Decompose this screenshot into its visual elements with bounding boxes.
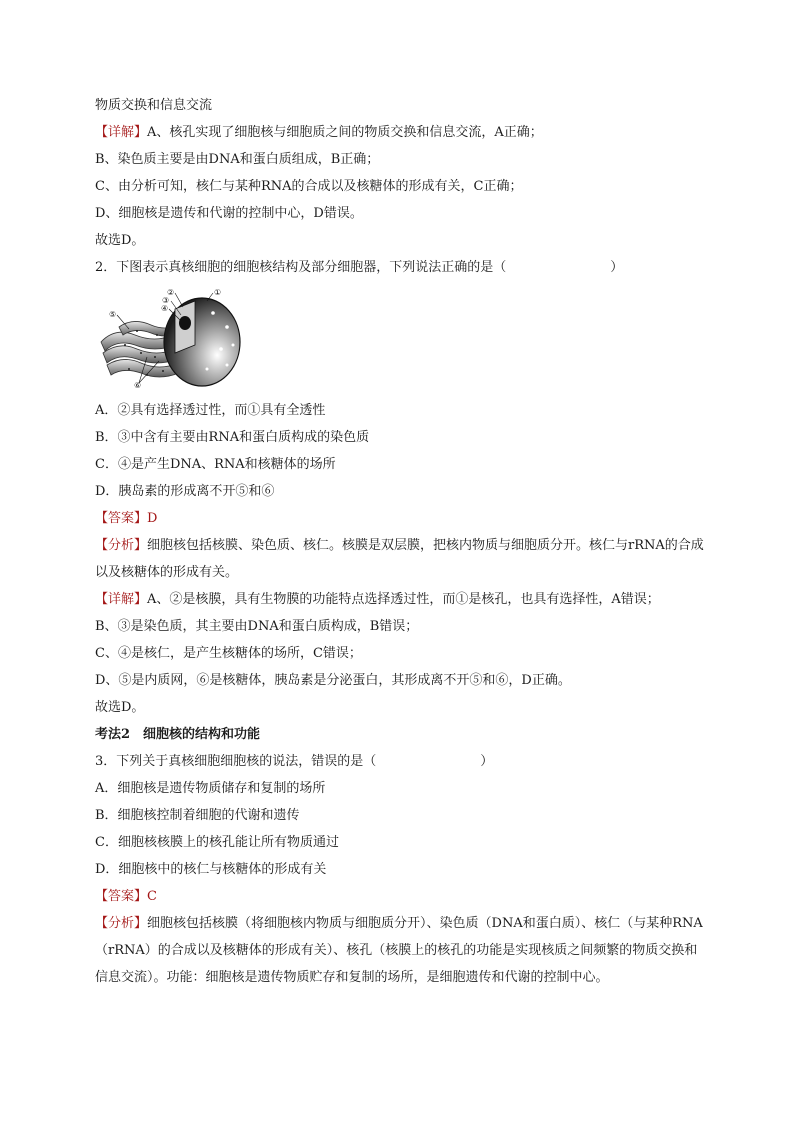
q2-option-b: B．③中含有主要由RNA和蛋白质构成的染色质 xyxy=(95,430,370,445)
label-6: ⑥ xyxy=(134,381,142,389)
q2-option-c: C．④是产生DNA、RNA和核糖体的场所 xyxy=(95,457,336,472)
q2-option-d: D．胰岛素的形成离不开⑤和⑥ xyxy=(95,484,275,499)
label-5: ⑤ xyxy=(109,310,117,319)
q1-detail-d: D、细胞核是遗传和代谢的控制中心，D错误。 xyxy=(95,206,363,221)
q2-detail-d: D、⑤是内质网，⑥是核糖体，胰岛素是分泌蛋白，其形成离不开⑤和⑥，D正确。 xyxy=(95,673,571,688)
label-1: ① xyxy=(214,288,222,297)
q3-answer xyxy=(95,883,705,910)
label-4: ④ xyxy=(161,304,169,313)
section-heading: 考法2 细胞核的结构和功能 xyxy=(95,727,261,742)
q2-detail-c: C、④是核仁，是产生核糖体的场所，C错误； xyxy=(95,646,362,661)
q3-analysis xyxy=(95,910,705,991)
continued-text: 物质交换和信息交流 xyxy=(95,98,213,113)
detail-label: 【详解】 xyxy=(95,125,148,140)
q3-option-c: C．细胞核核膜上的核孔能让所有物质通过 xyxy=(95,835,339,850)
nucleus-figure xyxy=(95,287,705,389)
detail-label: 【详解】 xyxy=(95,592,148,607)
nucleolus xyxy=(179,316,191,330)
q3-option-a: A．细胞核是遗传物质储存和复制的场所 xyxy=(95,781,326,796)
q2-analysis xyxy=(95,532,705,586)
detail-text: A、②是核膜，具有生物膜的功能特点选择透过性，而①是核孔，也具有选择性，A错误； xyxy=(147,592,660,607)
label-3: ③ xyxy=(162,296,170,305)
q1-conclusion: 故选D。 xyxy=(95,233,145,248)
answer-value: C xyxy=(147,889,157,904)
label-2: ② xyxy=(167,288,175,297)
answer-value: D xyxy=(147,511,158,526)
q2-stem: 2．下图表示真核细胞的细胞核结构及部分细胞器，下列说法正确的是（ ） xyxy=(95,260,624,275)
detail-text: A、核孔实现了细胞核与细胞质之间的物质交换和信息交流，A正确； xyxy=(147,125,543,140)
q2-option-a: A．②具有选择透过性，而①具有全透性 xyxy=(95,403,326,418)
nucleus-diagram xyxy=(95,287,245,389)
analysis-text: 细胞核包括核膜、染色质、核仁。核膜是双层膜，把核内物质与细胞质分开。核仁与rRNA的合成以及核糖体的形成有关。 xyxy=(95,538,704,580)
q2-detail xyxy=(95,586,705,613)
q1-detail-c: C、由分析可知，核仁与某种RNA的合成以及核糖体的形成有关，C正确； xyxy=(95,179,523,194)
document-page xyxy=(95,92,705,991)
q3-stem: 3．下列关于真核细胞细胞核的说法，错误的是（ ） xyxy=(95,754,494,769)
q2-answer xyxy=(95,505,705,532)
q2-conclusion: 故选D。 xyxy=(95,700,145,715)
analysis-label: 【分析】 xyxy=(95,538,148,553)
q1-detail-b: B、染色质主要是由DNA和蛋白质组成，B正确； xyxy=(95,152,380,167)
answer-label: 【答案】 xyxy=(95,889,148,904)
answer-label: 【答案】 xyxy=(95,511,148,526)
q2-detail-b: B、③是染色质，其主要由DNA和蛋白质构成，B错误； xyxy=(95,619,419,634)
q3-option-d: D．细胞核中的核仁与核糖体的形成有关 xyxy=(95,862,327,877)
q3-option-b: B．细胞核控制着细胞的代谢和遗传 xyxy=(95,808,300,823)
analysis-label: 【分析】 xyxy=(95,916,148,931)
analysis-text: 细胞核包括核膜（将细胞核内物质与细胞质分开）、染色质（DNA和蛋白质）、核仁（与某种RNA（rRNA）的合成以及核糖体的形成有关）、核孔（核膜上的核孔的功能是实现核质之间频繁的物质交换和信息交流）。功能：细胞核是遗传物质贮存和复制的场所，是细胞遗传和代谢的控制中心。 xyxy=(95,916,703,985)
q1-detail-line xyxy=(95,119,705,146)
